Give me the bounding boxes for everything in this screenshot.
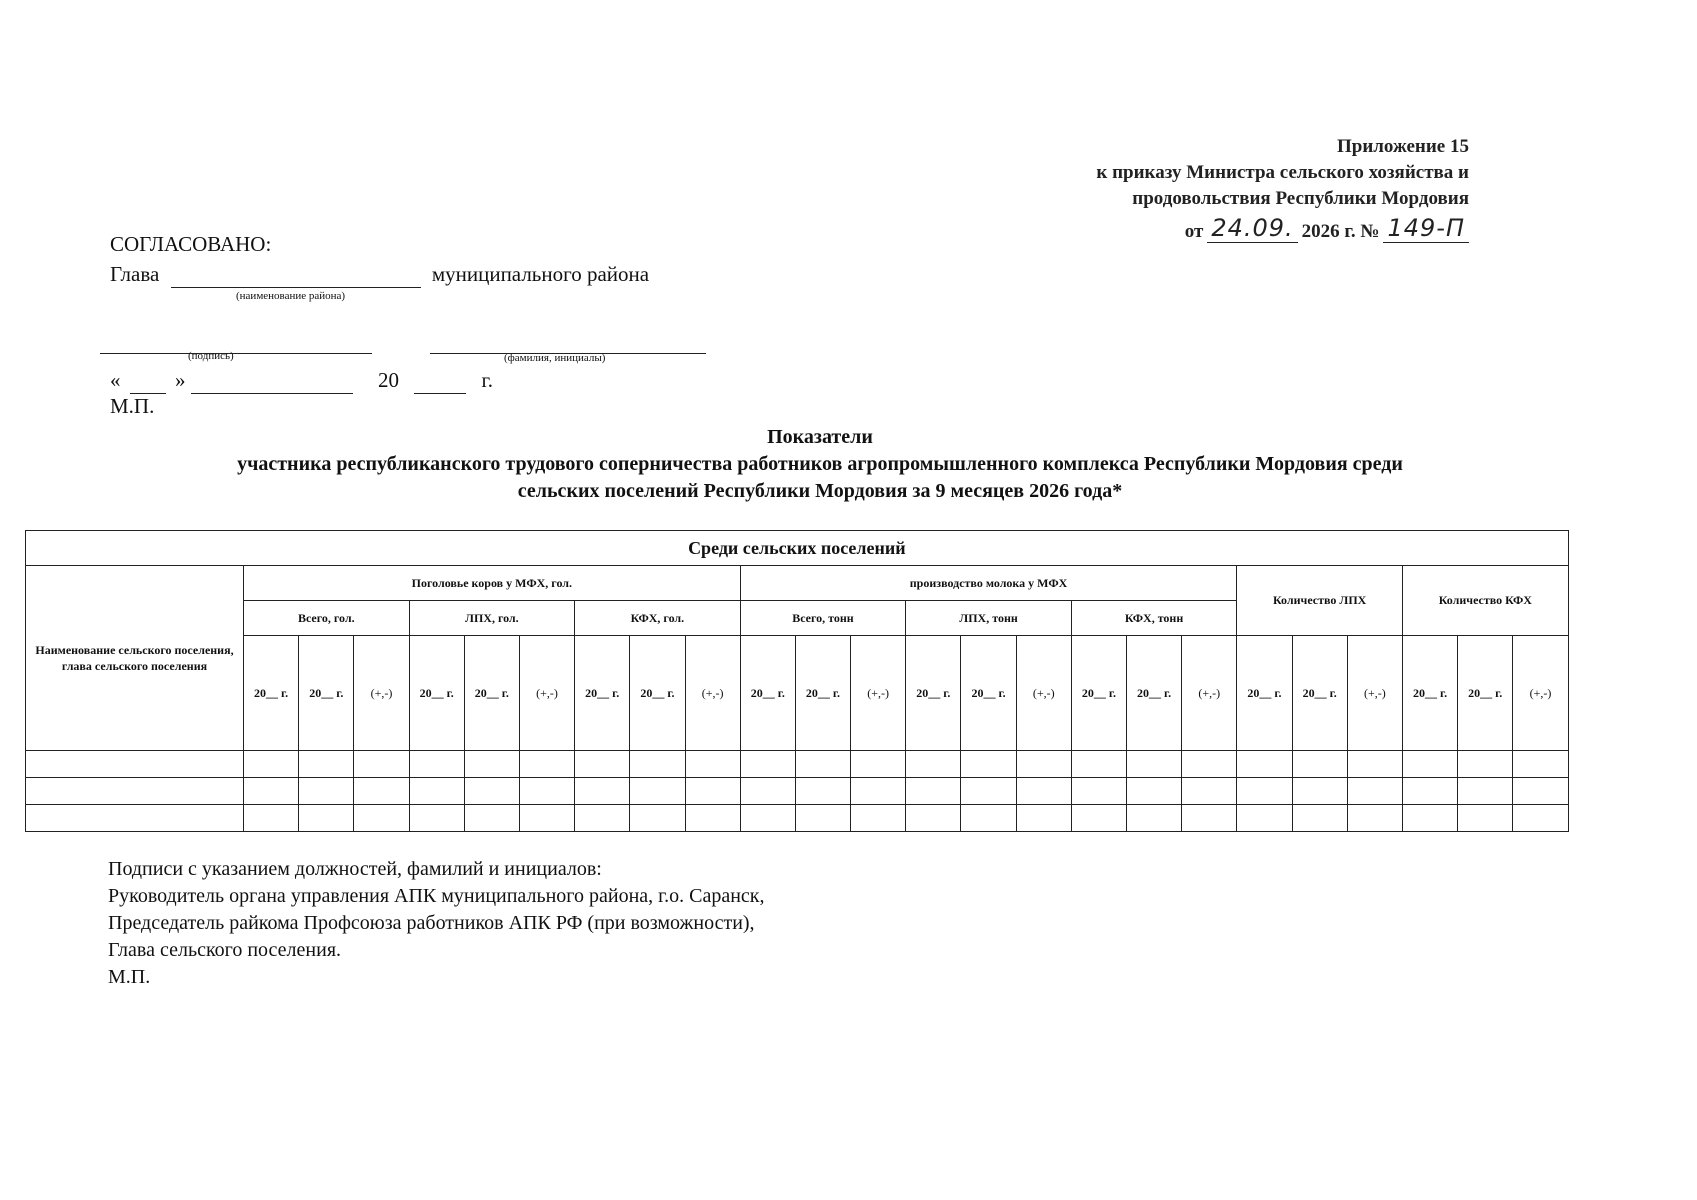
handwritten-number: 149-П bbox=[1383, 214, 1469, 243]
difference-cell: (+,-) bbox=[851, 636, 906, 751]
value-cell[interactable] bbox=[1347, 751, 1402, 778]
value-cell[interactable] bbox=[519, 805, 574, 832]
year-cell: 20__ г. bbox=[795, 636, 850, 751]
handwritten-date: 24.09. bbox=[1207, 214, 1297, 243]
value-cell[interactable] bbox=[1016, 751, 1071, 778]
title-line2: участника республиканского трудового соперничества работников агропромышленного комплекса Республики Мордовия среди bbox=[237, 453, 1403, 475]
footer-line-4: Глава сельского поселения. bbox=[108, 939, 342, 961]
year-suffix: г. bbox=[481, 368, 493, 392]
value-cell[interactable] bbox=[1347, 805, 1402, 832]
table-header-row bbox=[26, 636, 1569, 751]
value-cell[interactable] bbox=[1016, 805, 1071, 832]
difference-cell: (+,-) bbox=[1016, 636, 1071, 751]
value-cell[interactable] bbox=[961, 805, 1016, 832]
name-column-header: Наименование сельского поселения, глава сельского поселения bbox=[26, 566, 244, 751]
district-suffix: муниципального района bbox=[431, 262, 650, 286]
value-cell[interactable] bbox=[464, 778, 519, 805]
value-cell[interactable] bbox=[1458, 805, 1513, 832]
group-header: Количество ЛПХ bbox=[1237, 566, 1403, 636]
value-cell[interactable] bbox=[1513, 778, 1568, 805]
settlement-name-cell[interactable] bbox=[26, 778, 244, 805]
table-row bbox=[26, 778, 1569, 805]
title-line3: сельских поселений Республики Мордовия за 9 месяцев 2026 года* bbox=[517, 480, 1123, 502]
year-cell: 20__ г. bbox=[1458, 636, 1513, 751]
value-cell[interactable] bbox=[630, 778, 685, 805]
year-cell: 20__ г. bbox=[1127, 636, 1182, 751]
value-cell[interactable] bbox=[1292, 751, 1347, 778]
value-cell[interactable] bbox=[1071, 778, 1126, 805]
group-header: Поголовье коров у МФХ, гол. bbox=[244, 566, 741, 601]
quote-open: « bbox=[110, 368, 121, 392]
value-cell[interactable] bbox=[1402, 805, 1457, 832]
annex-ministry-line: продовольствия Республики Мордовия bbox=[1132, 188, 1469, 209]
value-cell[interactable] bbox=[464, 751, 519, 778]
district-blank bbox=[171, 262, 421, 288]
value-cell[interactable] bbox=[1182, 751, 1237, 778]
year-cell: 20__ г. bbox=[630, 636, 685, 751]
table-top-header: Среди сельских поселений bbox=[26, 531, 1569, 566]
name-blank bbox=[430, 328, 706, 354]
group-header: производство молока у МФХ bbox=[740, 566, 1237, 601]
day-blank bbox=[130, 368, 166, 394]
table-header-row bbox=[26, 531, 1569, 566]
value-cell[interactable] bbox=[795, 805, 850, 832]
difference-cell: (+,-) bbox=[685, 636, 740, 751]
year-cell: 20__ г. bbox=[1071, 636, 1126, 751]
year-cell: 20__ г. bbox=[575, 636, 630, 751]
settlement-name-cell[interactable] bbox=[26, 751, 244, 778]
value-cell[interactable] bbox=[795, 778, 850, 805]
value-cell[interactable] bbox=[1071, 751, 1126, 778]
value-cell[interactable] bbox=[740, 778, 795, 805]
value-cell[interactable] bbox=[906, 805, 961, 832]
value-cell[interactable] bbox=[630, 805, 685, 832]
footer-line-2: Руководитель органа управления АПК муниципального района, г.о. Саранск, bbox=[108, 885, 765, 907]
quote-close: » bbox=[175, 368, 186, 392]
value-cell[interactable] bbox=[1182, 805, 1237, 832]
year-prefix: 20 bbox=[378, 368, 399, 392]
value-cell[interactable] bbox=[851, 751, 906, 778]
value-cell[interactable] bbox=[519, 751, 574, 778]
year-cell: 20__ г. bbox=[1292, 636, 1347, 751]
value-cell[interactable] bbox=[299, 778, 354, 805]
value-cell[interactable] bbox=[1237, 778, 1292, 805]
indicators-table bbox=[25, 530, 1569, 832]
subgroup-header: КФХ, тонн bbox=[1071, 601, 1237, 636]
annex-title: Приложение 15 bbox=[1336, 136, 1469, 157]
value-cell[interactable] bbox=[299, 805, 354, 832]
footer-line-1: Подписи с указанием должностей, фамилий и инициалов: bbox=[108, 858, 602, 880]
value-cell[interactable] bbox=[354, 805, 409, 832]
year-cell: 20__ г. bbox=[906, 636, 961, 751]
subgroup-header: ЛПХ, тонн bbox=[906, 601, 1072, 636]
year-cell: 20__ г. bbox=[464, 636, 519, 751]
district-caption: (наименование района) bbox=[236, 290, 346, 302]
value-cell[interactable] bbox=[685, 751, 740, 778]
value-cell[interactable] bbox=[795, 751, 850, 778]
value-cell[interactable] bbox=[1071, 805, 1126, 832]
value-cell[interactable] bbox=[906, 778, 961, 805]
value-cell[interactable] bbox=[354, 778, 409, 805]
year-cell: 20__ г. bbox=[299, 636, 354, 751]
name-caption: (фамилия, инициалы) bbox=[504, 352, 606, 364]
value-cell[interactable] bbox=[1016, 778, 1071, 805]
subgroup-header: Всего, тонн bbox=[740, 601, 906, 636]
difference-cell: (+,-) bbox=[1347, 636, 1402, 751]
title-main: Показатели bbox=[767, 426, 873, 448]
value-cell[interactable] bbox=[1292, 778, 1347, 805]
value-cell[interactable] bbox=[1347, 778, 1402, 805]
annex-year-number-label: 2026 г. № bbox=[1301, 221, 1380, 242]
value-cell[interactable] bbox=[1182, 778, 1237, 805]
value-cell[interactable] bbox=[961, 778, 1016, 805]
month-blank bbox=[191, 368, 353, 394]
group-header: Количество КФХ bbox=[1402, 566, 1568, 636]
annex-date-number bbox=[1185, 214, 1469, 243]
footer-line-3: Председатель райкома Профсоюза работников АПК РФ (при возможности), bbox=[108, 912, 755, 934]
value-cell[interactable] bbox=[961, 751, 1016, 778]
signatures-footer bbox=[108, 856, 765, 991]
value-cell[interactable] bbox=[685, 778, 740, 805]
value-cell[interactable] bbox=[851, 805, 906, 832]
year-cell: 20__ г. bbox=[740, 636, 795, 751]
difference-cell: (+,-) bbox=[519, 636, 574, 751]
value-cell[interactable] bbox=[1292, 805, 1347, 832]
value-cell[interactable] bbox=[244, 751, 299, 778]
year-cell: 20__ г. bbox=[1237, 636, 1292, 751]
year-cell: 20__ г. bbox=[961, 636, 1016, 751]
value-cell[interactable] bbox=[740, 751, 795, 778]
head-line bbox=[110, 262, 649, 288]
value-cell[interactable] bbox=[1458, 778, 1513, 805]
value-cell[interactable] bbox=[354, 751, 409, 778]
annex-order-line: к приказу Министра сельского хозяйства и bbox=[1096, 162, 1469, 183]
stamp-label: М.П. bbox=[110, 394, 155, 418]
value-cell[interactable] bbox=[244, 778, 299, 805]
value-cell[interactable] bbox=[1237, 805, 1292, 832]
value-cell[interactable] bbox=[575, 805, 630, 832]
value-cell[interactable] bbox=[1127, 778, 1182, 805]
value-cell[interactable] bbox=[409, 778, 464, 805]
signature-caption: (подпись) bbox=[188, 350, 234, 362]
subgroup-header: Всего, гол. bbox=[244, 601, 410, 636]
table-header-row bbox=[26, 566, 1569, 601]
value-cell[interactable] bbox=[1402, 751, 1457, 778]
signature-blank bbox=[100, 328, 372, 354]
year-cell: 20__ г. bbox=[244, 636, 299, 751]
value-cell[interactable] bbox=[1127, 805, 1182, 832]
value-cell[interactable] bbox=[1127, 751, 1182, 778]
value-cell[interactable] bbox=[685, 805, 740, 832]
difference-cell: (+,-) bbox=[1513, 636, 1568, 751]
annex-from-label: от bbox=[1184, 221, 1204, 242]
value-cell[interactable] bbox=[575, 751, 630, 778]
table-row bbox=[26, 751, 1569, 778]
footer-line-5: М.П. bbox=[108, 966, 151, 988]
value-cell[interactable] bbox=[464, 805, 519, 832]
difference-cell: (+,-) bbox=[354, 636, 409, 751]
value-cell[interactable] bbox=[1458, 751, 1513, 778]
table-row bbox=[26, 805, 1569, 832]
year-cell: 20__ г. bbox=[1402, 636, 1457, 751]
value-cell[interactable] bbox=[299, 751, 354, 778]
difference-cell: (+,-) bbox=[1182, 636, 1237, 751]
value-cell[interactable] bbox=[906, 751, 961, 778]
value-cell[interactable] bbox=[409, 751, 464, 778]
value-cell[interactable] bbox=[409, 805, 464, 832]
value-cell[interactable] bbox=[1402, 778, 1457, 805]
settlement-name-cell[interactable] bbox=[26, 805, 244, 832]
value-cell[interactable] bbox=[575, 778, 630, 805]
subgroup-header: КФХ, гол. bbox=[575, 601, 741, 636]
value-cell[interactable] bbox=[1513, 751, 1568, 778]
value-cell[interactable] bbox=[630, 751, 685, 778]
value-cell[interactable] bbox=[1513, 805, 1568, 832]
value-cell[interactable] bbox=[851, 778, 906, 805]
subgroup-header: ЛПХ, гол. bbox=[409, 601, 575, 636]
agreed-heading: СОГЛАСОВАНО: bbox=[110, 232, 272, 256]
value-cell[interactable] bbox=[244, 805, 299, 832]
year-cell: 20__ г. bbox=[409, 636, 464, 751]
value-cell[interactable] bbox=[519, 778, 574, 805]
value-cell[interactable] bbox=[740, 805, 795, 832]
year-blank bbox=[414, 368, 466, 394]
date-line bbox=[110, 368, 493, 394]
document-title bbox=[0, 424, 1640, 505]
head-label: Глава bbox=[110, 262, 160, 286]
value-cell[interactable] bbox=[1237, 751, 1292, 778]
